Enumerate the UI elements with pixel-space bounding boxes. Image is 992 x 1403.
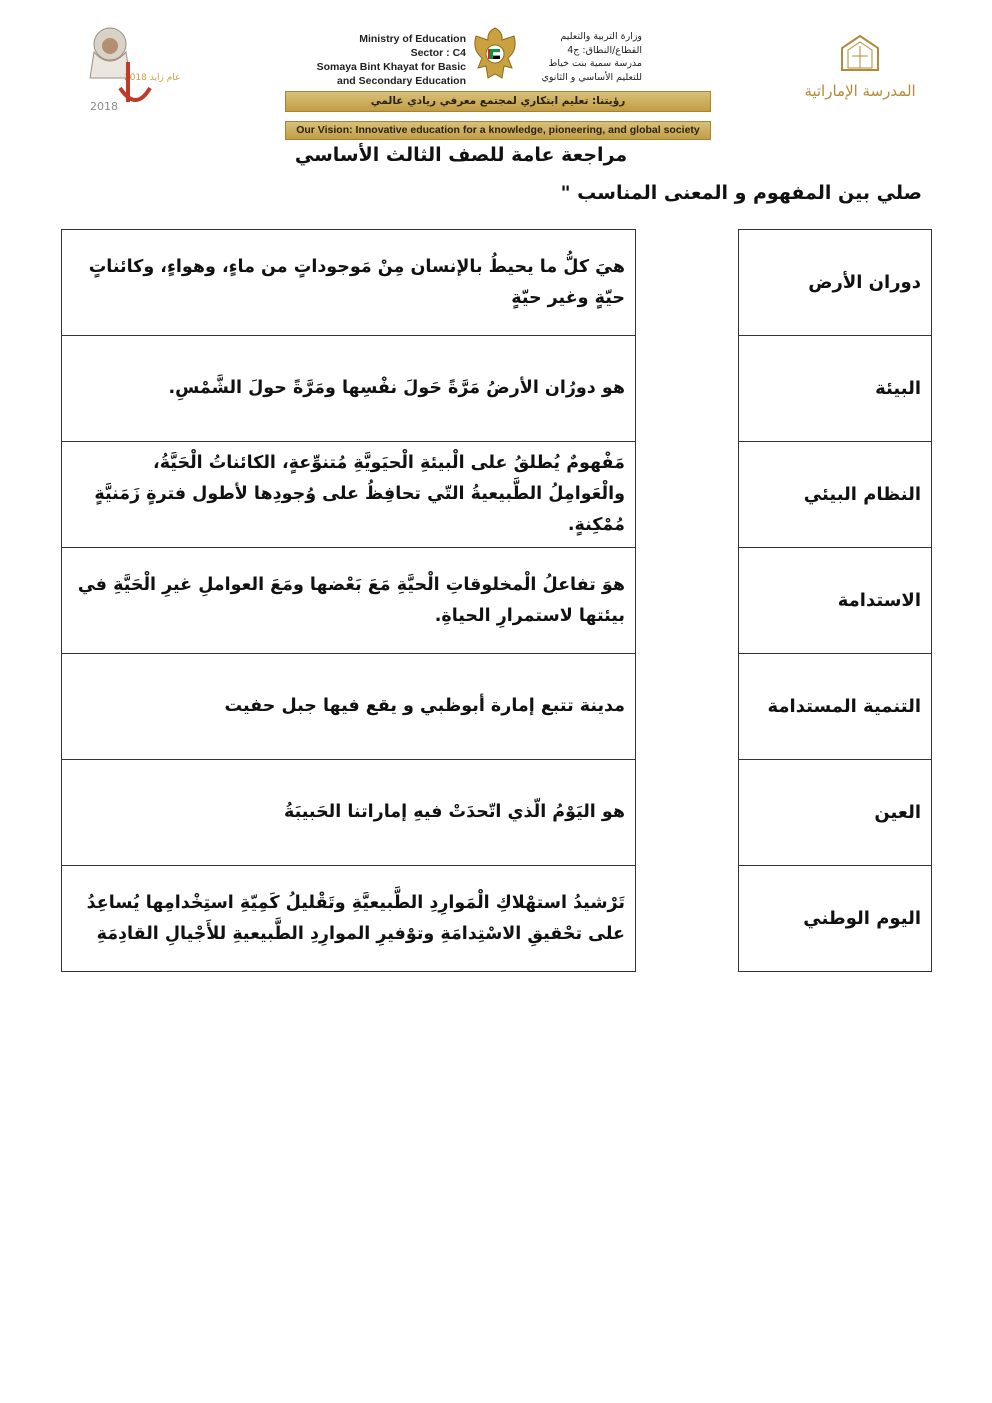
ministry-ar-line: مدرسة سمية بنت خياط [548, 58, 642, 69]
term-cell[interactable] [739, 760, 931, 866]
definition-cell[interactable] [62, 442, 635, 548]
term-text: الاستدامة [837, 590, 921, 611]
term-cell[interactable] [739, 866, 931, 971]
definition-text: تَرْشيدُ استهْلاكِ الْمَوارِدِ الطَّبيعيَّةِ وتَقْليلُ كَمِيّةِ استِخْدامِها يُساعِدُ على تحْقيقِ الاسْتِدامَةِ وتوْفيرِ الموارِدِ الطَّبيعيةِ للأَجْيالِ القادِمَةِ [86, 892, 625, 944]
ministry-arabic-block [522, 30, 642, 84]
vision-banner-arabic: رؤيتنا: تعليم ابتكاري لمجتمع معرفي ريادي عالمي [285, 91, 711, 112]
term-cell[interactable] [739, 654, 931, 760]
term-text: اليوم الوطني [803, 908, 921, 929]
zayed-logo-label: عام زايد 2018 [124, 73, 181, 83]
zayed-year: 2018 [90, 100, 118, 113]
emirati-school-logo [804, 34, 916, 106]
term-text: التنمية المستدامة [767, 696, 921, 717]
definition-cell[interactable] [62, 548, 635, 654]
term-cell[interactable] [739, 548, 931, 654]
term-text: دوران الأرض [808, 272, 921, 293]
year-of-zayed-logo [80, 22, 181, 114]
definition-text: مدينة تتبع إمارة أبوظبي و يقع فيها جبل حفيت [224, 696, 625, 716]
term-cell[interactable] [739, 336, 931, 442]
vision-banner-english: Our Vision: Innovative education for a knowledge, pioneering, and global society [285, 121, 711, 140]
term-text: العين [874, 802, 921, 823]
definitions-column [61, 229, 636, 972]
definition-cell[interactable] [62, 866, 635, 971]
term-cell[interactable] [739, 230, 931, 336]
definition-cell[interactable] [62, 230, 635, 336]
definition-text: هو دورُان الأرضُ مَرَّةً حَولَ نفْسِها ومَرَّةً حولَ الشَّمْسِ. [168, 378, 625, 398]
definition-text: مَفْهومٌ يُطلقُ على الْبيئةِ الْحيَويَّةِ مُتنوِّعةٍ، الكائناتُ الْحَيَّةُ، والْعَوامِلُ الطَّبيعيةُ التّي تحافِظُ على وُجودِها لأطول فترةٍ زَمَنيَّةٍ مُمْكِنةٍ. [94, 453, 625, 535]
terms-column [738, 229, 932, 972]
ministry-en-line: Somaya Bint Khayat for Basic [316, 61, 466, 73]
ministry-ar-line: للتعليم الأساسي و الثانوي [541, 71, 642, 83]
term-text: النظام البيئي [803, 484, 921, 505]
term-cell[interactable] [739, 442, 931, 548]
ministry-ar-line: القطاع/النطاق: ج4 [567, 44, 642, 56]
ministry-en-line: Ministry of Education [359, 33, 466, 45]
page-title: مراجعة عامة للصف الثالث الأساسي [294, 144, 628, 166]
definition-cell[interactable] [62, 654, 635, 760]
ministry-ar-line: وزارة التربية والتعليم [560, 31, 642, 42]
uae-emblem-icon [468, 24, 522, 86]
instruction-text: صلي بين المفهوم و المعنى المناسب " [560, 182, 922, 204]
definition-cell[interactable] [62, 336, 635, 442]
school-logo-text: المدرسة الإماراتية [804, 82, 916, 100]
definition-text: هيَ كلُّ ما يحيطُ بالإنسان مِنْ مَوجوداتٍ من ماءٍ، وهواءٍ، وكائناتٍ حيّةٍ وغير حيّةٍ [88, 256, 625, 308]
ministry-en-line: Sector : C4 [410, 47, 466, 59]
ministry-english-block [296, 32, 466, 88]
definition-text: هوَ تفاعلُ الْمخلوقاتِ الْحيَّةِ مَعَ بَعْضها ومَعَ العواملِ غيرِ الْحَيَّةِ في بيئتها لاستمرارِ الحياةِ. [77, 574, 625, 626]
definition-cell[interactable] [62, 760, 635, 866]
ministry-en-line: and Secondary Education [337, 75, 466, 87]
term-text: البيئة [875, 378, 921, 399]
definition-text: هو اليَوْمُ الّذي اتّحدَتْ فيهِ إماراتنا الحَبيبَةُ [284, 802, 625, 822]
